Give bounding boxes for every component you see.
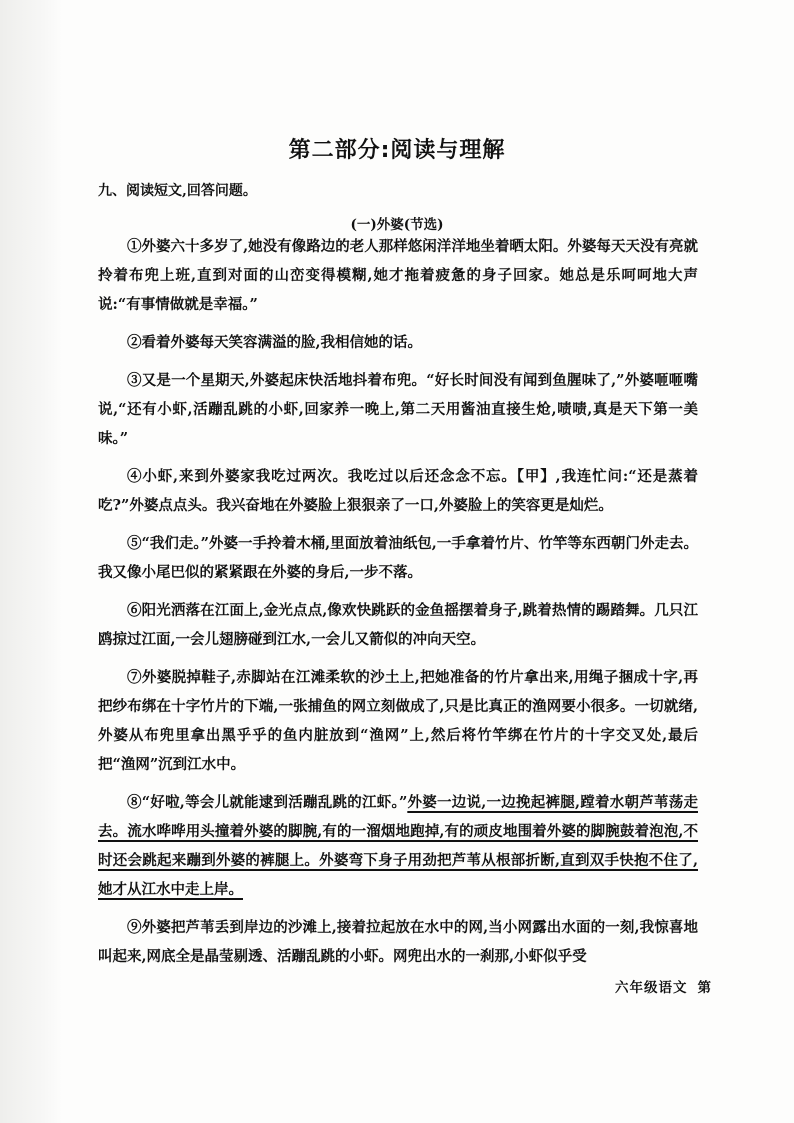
paragraph-3: ③又是一个星期天,外婆起床快活地抖着布兜。“好长时间没有闻到鱼腥味了,”外婆咂咂嘴说,“还有小虾,活蹦乱跳的小虾,回家养一晚上,第二天用酱油直接生炝,啧啧,真是天下第一美味。” — [98, 372, 698, 447]
passage-title: (一)外婆(节选) — [350, 217, 444, 233]
reading-passage — [98, 232, 698, 980]
section-title: 第二部分:阅读与理解 — [288, 138, 506, 163]
paragraph-7: ⑦外婆脱掉鞋子,赤脚站在江滩柔软的沙土上,把她准备的竹片拿出来,用绳子捆成十字,再把纱布绑在十字竹片的下端,一张捕鱼的网立刻做成了,只是比真正的渔网要小很多。一切就绪,外婆从布兜里拿出黑乎乎的鱼内脏放到“渔网”上,然后将竹竿绑在竹片的十字交叉处,最后把“渔网”沉到江水中。 — [98, 669, 698, 773]
paragraph-5: ⑤“我们走。”外婆一手拎着木桶,里面放着油纸包,一手拿着竹片、竹竿等东西朝门外走去。我又像小尾巴似的紧紧跟在外婆的身后,一步不落。 — [98, 535, 698, 581]
footer-page-prefix: 第 — [697, 980, 712, 996]
paragraph-6: ⑥阳光洒落在江面上,金光点点,像欢快跳跃的金鱼摇摆着身子,跳着热情的踢踏舞。几只江鸥掠过江面,一会儿翅膀碰到江水,一会儿又箭似的冲向天空。 — [98, 602, 698, 648]
footer-subject: 六年级语文 — [615, 980, 688, 996]
underlined-sentence: 外婆一边说,一边挽起裤腿,蹚着水朝芦苇荡走去。流水哗哗用头撞着外婆的脚腕,有的一溜烟地跑掉,有的顽皮地围着外婆的脚腕鼓着泡泡,不时还会跳起来蹦到外婆的裤腿上。外婆弯下身子用劲把芦苇从根部折断,直到双手快抱不住了,她才从江水中走上岸。 — [98, 794, 698, 898]
paragraph-2: ②看着外婆每天笑容满溢的脸,我相信她的话。 — [127, 334, 423, 351]
page-footer — [615, 976, 712, 996]
paragraph-8-lead: ⑧“好啦,等会儿就能逮到活蹦乱跳的江虾。” — [127, 794, 408, 811]
paragraph-4: ④小虾,来到外婆家我吃过两次。我吃过以后还念念不忘。【甲】,我连忙问:“还是蒸着吃?”外婆点点头。我兴奋地在外婆脸上狠狠亲了一口,外婆脸上的笑容更是灿烂。 — [98, 468, 698, 514]
paragraph-1: ①外婆六十多岁了,她没有像路边的老人那样悠闲洋洋地坐着晒太阳。外婆每天天没有亮就拎着布兜上班,直到对面的山峦变得模糊,她才拖着疲惫的身子回家。她总是乐呵呵地大声说:“有事情做就是幸福。” — [98, 238, 698, 313]
paragraph-9: ⑨外婆把芦苇丢到岸边的沙滩上,接着拉起放在水中的网,当小网露出水面的一刻,我惊喜地叫起来,网底全是晶莹剔透、活蹦乱跳的小虾。网兜出水的一刹那,小虾似乎受 — [98, 919, 698, 965]
question-prompt: 九、阅读短文,回答问题。 — [98, 183, 257, 199]
paragraph-8 — [98, 788, 698, 904]
scan-shadow — [0, 0, 62, 1123]
